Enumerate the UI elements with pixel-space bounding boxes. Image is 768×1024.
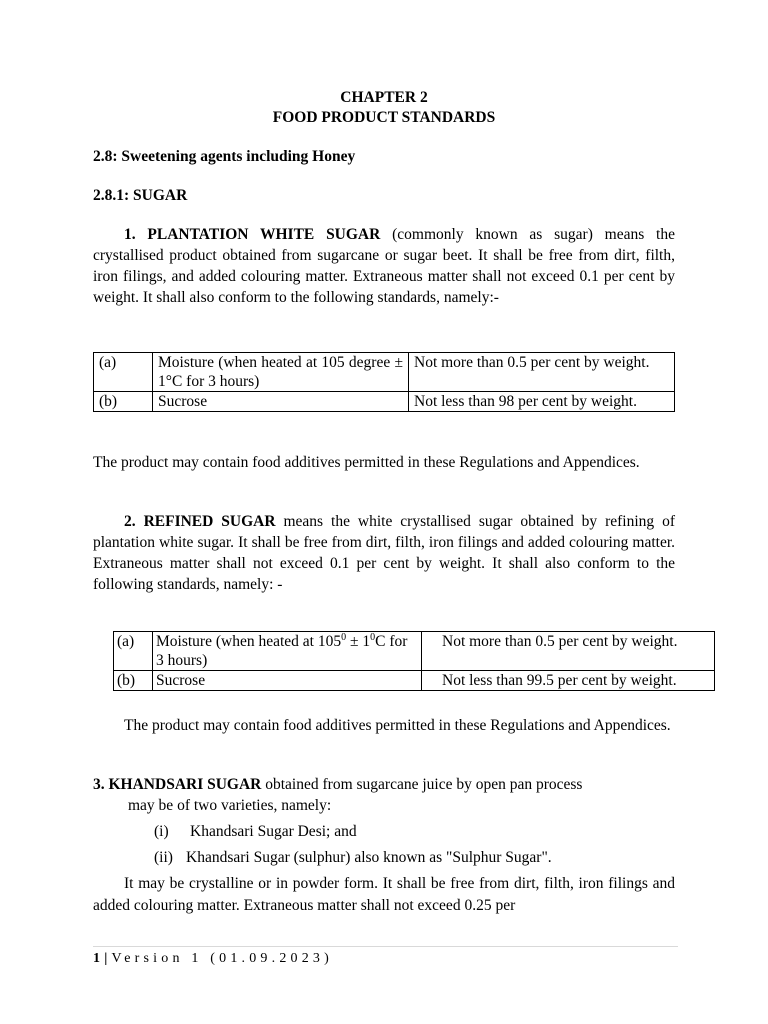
khandsari-sugar-term: 3. KHANDSARI SUGAR bbox=[93, 776, 262, 793]
refined-sugar-table bbox=[113, 631, 715, 691]
plantation-sugar-text: (commonly known as sugar) means the crystallised product obtained from sugarcane or sugar beet. It shall be free from dirt, filth, iron filings, and added colouring matter. Extraneous matter shall not exceed 0.1 per cent by weight. It shall also conform to the following standards, namely:- bbox=[93, 226, 675, 306]
section-heading: 2.8: Sweetening agents including Honey bbox=[93, 148, 356, 165]
row-label: (a) bbox=[94, 353, 153, 392]
table-row bbox=[114, 632, 715, 671]
refined-sugar-paragraph bbox=[93, 511, 675, 595]
row-limit: Not more than 0.5 per cent by weight. bbox=[422, 632, 715, 671]
row-parameter: Moisture (when heated at 105 degree ± 1°C for 3 hours) bbox=[153, 353, 409, 392]
version-label: Version 1 (01.09.2023) bbox=[111, 951, 333, 966]
plantation-sugar-paragraph bbox=[93, 224, 675, 308]
refined-sugar-note: The product may contain food additives permitted in these Regulations and Appendices. bbox=[124, 717, 671, 734]
plantation-sugar-note: The product may contain food additives permitted in these Regulations and Appendices. bbox=[93, 454, 640, 471]
khandsari-sugar-continuation: It may be crystalline or in powder form. It shall be free from dirt, filth, iron filings and added colouring matter. Extraneous matter shall not exceed 0.25 per bbox=[93, 875, 675, 914]
refined-sugar-text: means the white crystallised sugar obtained by refining of plantation white sugar. It shall be free from dirt, filth, iron filings and added colouring matter. Extraneous matter shall not exceed 0.1 per cent by weight. It shall also conform to the following standards, namely: - bbox=[93, 513, 676, 593]
row-parameter: Sucrose bbox=[153, 671, 422, 691]
table-row bbox=[114, 671, 715, 691]
subsection-heading: 2.8.1: SUGAR bbox=[93, 187, 188, 204]
row-limit: Not more than 0.5 per cent by weight. bbox=[409, 353, 675, 392]
khandsari-sugar-line2: may be of two varieties, namely: bbox=[128, 797, 332, 814]
page-footer bbox=[93, 946, 678, 969]
row-parameter: Sucrose bbox=[153, 392, 409, 412]
table-row bbox=[94, 353, 675, 392]
chapter-label: CHAPTER 2 bbox=[340, 89, 428, 106]
plantation-sugar-table bbox=[93, 352, 675, 412]
list-item: (i) Khandsari Sugar Desi; and bbox=[154, 823, 357, 840]
plantation-sugar-term: 1. PLANTATION WHITE SUGAR bbox=[124, 226, 381, 243]
chapter-title: FOOD PRODUCT STANDARDS bbox=[272, 109, 496, 126]
row-limit: Not less than 98 per cent by weight. bbox=[409, 392, 675, 412]
table-row bbox=[94, 392, 675, 412]
list-item: (ii) Khandsari Sugar (sulphur) also known as "Sulphur Sugar". bbox=[154, 849, 552, 866]
khandsari-sugar-line1: 3. KHANDSARI SUGAR obtained from sugarcane juice by open pan process bbox=[93, 776, 583, 793]
row-limit: Not less than 99.5 per cent by weight. bbox=[422, 671, 715, 691]
row-parameter: Moisture (when heated at $105^0 \pm 1^0C$ for 3 hours) bbox=[153, 632, 422, 671]
refined-sugar-term: 2. REFINED SUGAR bbox=[124, 513, 276, 530]
footer-separator: | bbox=[104, 951, 112, 966]
page-number: 1 bbox=[93, 951, 105, 966]
row-label: (b) bbox=[94, 392, 153, 412]
row-label: (b) bbox=[114, 671, 153, 691]
row-label: (a) bbox=[114, 632, 153, 671]
